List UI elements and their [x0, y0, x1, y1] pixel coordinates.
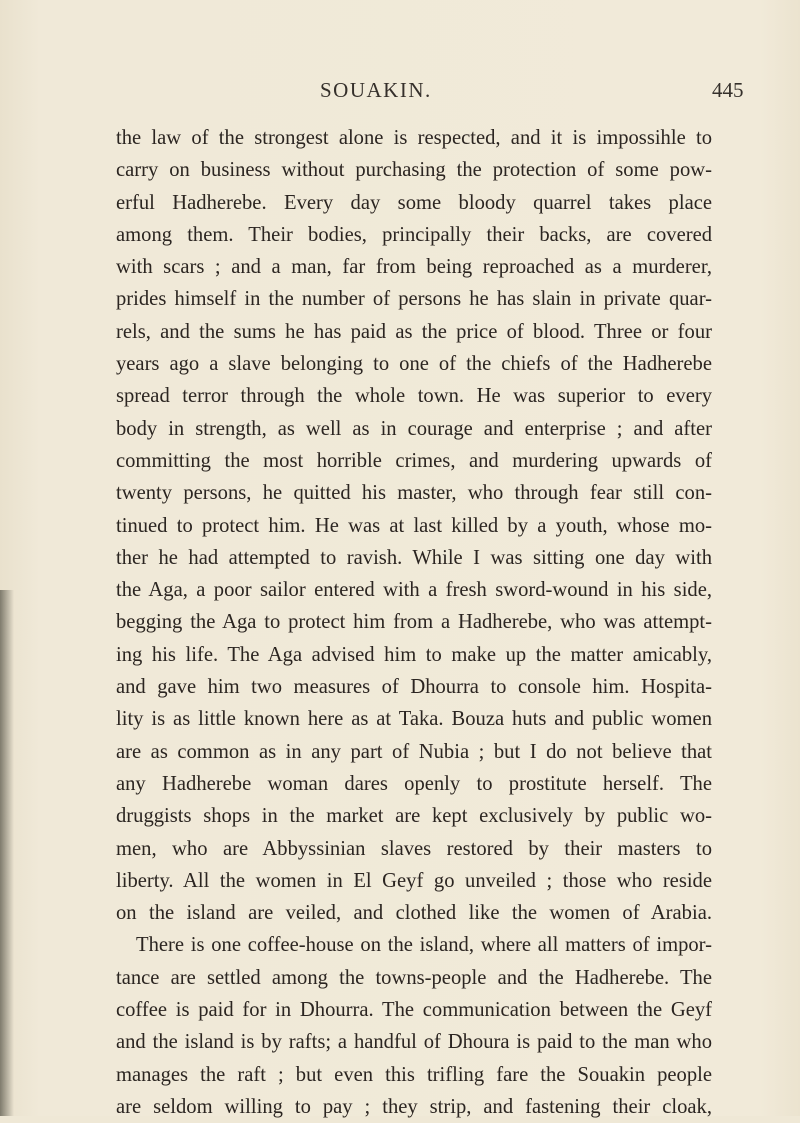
text-line: lity is as little known here as at Taka. Bouza huts and public women	[116, 708, 712, 731]
text-line: any Hadherebe woman dares openly to prostitute herself. The	[116, 772, 712, 795]
text-line: the Aga, a poor sailor entered with a fresh sword-wound in his side,	[116, 579, 712, 602]
text-line: prides himself in the number of persons he has slain in private quar-	[116, 288, 712, 311]
text-line: rels, and the sums he has paid as the price of blood. Three or four	[116, 320, 712, 343]
text-line: ing his life. The Aga advised him to make up the matter amicably,	[116, 643, 712, 666]
text-line: men, who are Abbyssinian slaves restored by their masters to	[116, 837, 712, 860]
text-line: tance are settled among the towns-people and the Hadherebe. The	[116, 966, 712, 989]
page-number: 445	[712, 78, 744, 102]
text-line: among them. Their bodies, principally their backs, are covered	[116, 223, 712, 246]
text-line: and the island is by rafts; a handful of Dhoura is paid to the man who	[116, 1031, 712, 1054]
text-line: with scars ; and a man, far from being reproached as a murderer,	[116, 256, 712, 279]
text-line: begging the Aga to protect him from a Hadherebe, who was attempt-	[116, 611, 712, 634]
text-line: tinued to protect him. He was at last killed by a youth, whose mo-	[116, 514, 712, 537]
running-head: SOUAKIN.	[320, 78, 432, 102]
text-line: body in strength, as well as in courage and enterprise ; and after	[116, 417, 712, 440]
text-line: are seldom willing to pay ; they strip, and fastening their cloak,	[116, 1095, 712, 1118]
text-line: erful Hadherebe. Every day some bloody quarrel takes place	[116, 191, 712, 214]
text-line: carry on business without purchasing the protection of some pow-	[116, 159, 712, 182]
text-line: manages the raft ; but even this trifling fare the Souakin people	[116, 1063, 712, 1086]
text-line: years ago a slave belonging to one of the chiefs of the Hadherebe	[116, 353, 712, 376]
text-line: committing the most horrible crimes, and murdering upwards of	[116, 449, 712, 472]
text-line: spread terror through the whole town. He was superior to every	[116, 385, 712, 408]
text-line: coffee is paid for in Dhourra. The communication between the Geyf	[116, 999, 712, 1022]
text-line: and gave him two measures of Dhourra to console him. Hospita-	[116, 676, 712, 699]
page-edge-shadow	[0, 590, 14, 1116]
text-line: are as common as in any part of Nubia ; but I do not believe that	[116, 740, 712, 763]
text-line: druggists shops in the market are kept exclusively by public wo-	[116, 805, 712, 828]
text-line: liberty. All the women in El Geyf go unveiled ; those who reside	[116, 869, 712, 892]
text-line: ther he had attempted to ravish. While I was sitting one day with	[116, 546, 712, 569]
text-line: on the island are veiled, and clothed like the women of Arabia.	[116, 902, 712, 925]
page-header	[0, 78, 800, 108]
text-line-paragraph-start: There is one coffee-house on the island, where all matters of impor-	[136, 934, 712, 957]
text-line: the law of the strongest alone is respected, and it is impossihle to	[116, 127, 712, 149]
body-text	[116, 122, 712, 1123]
text-line: twenty persons, he quitted his master, who through fear still con-	[116, 482, 712, 505]
